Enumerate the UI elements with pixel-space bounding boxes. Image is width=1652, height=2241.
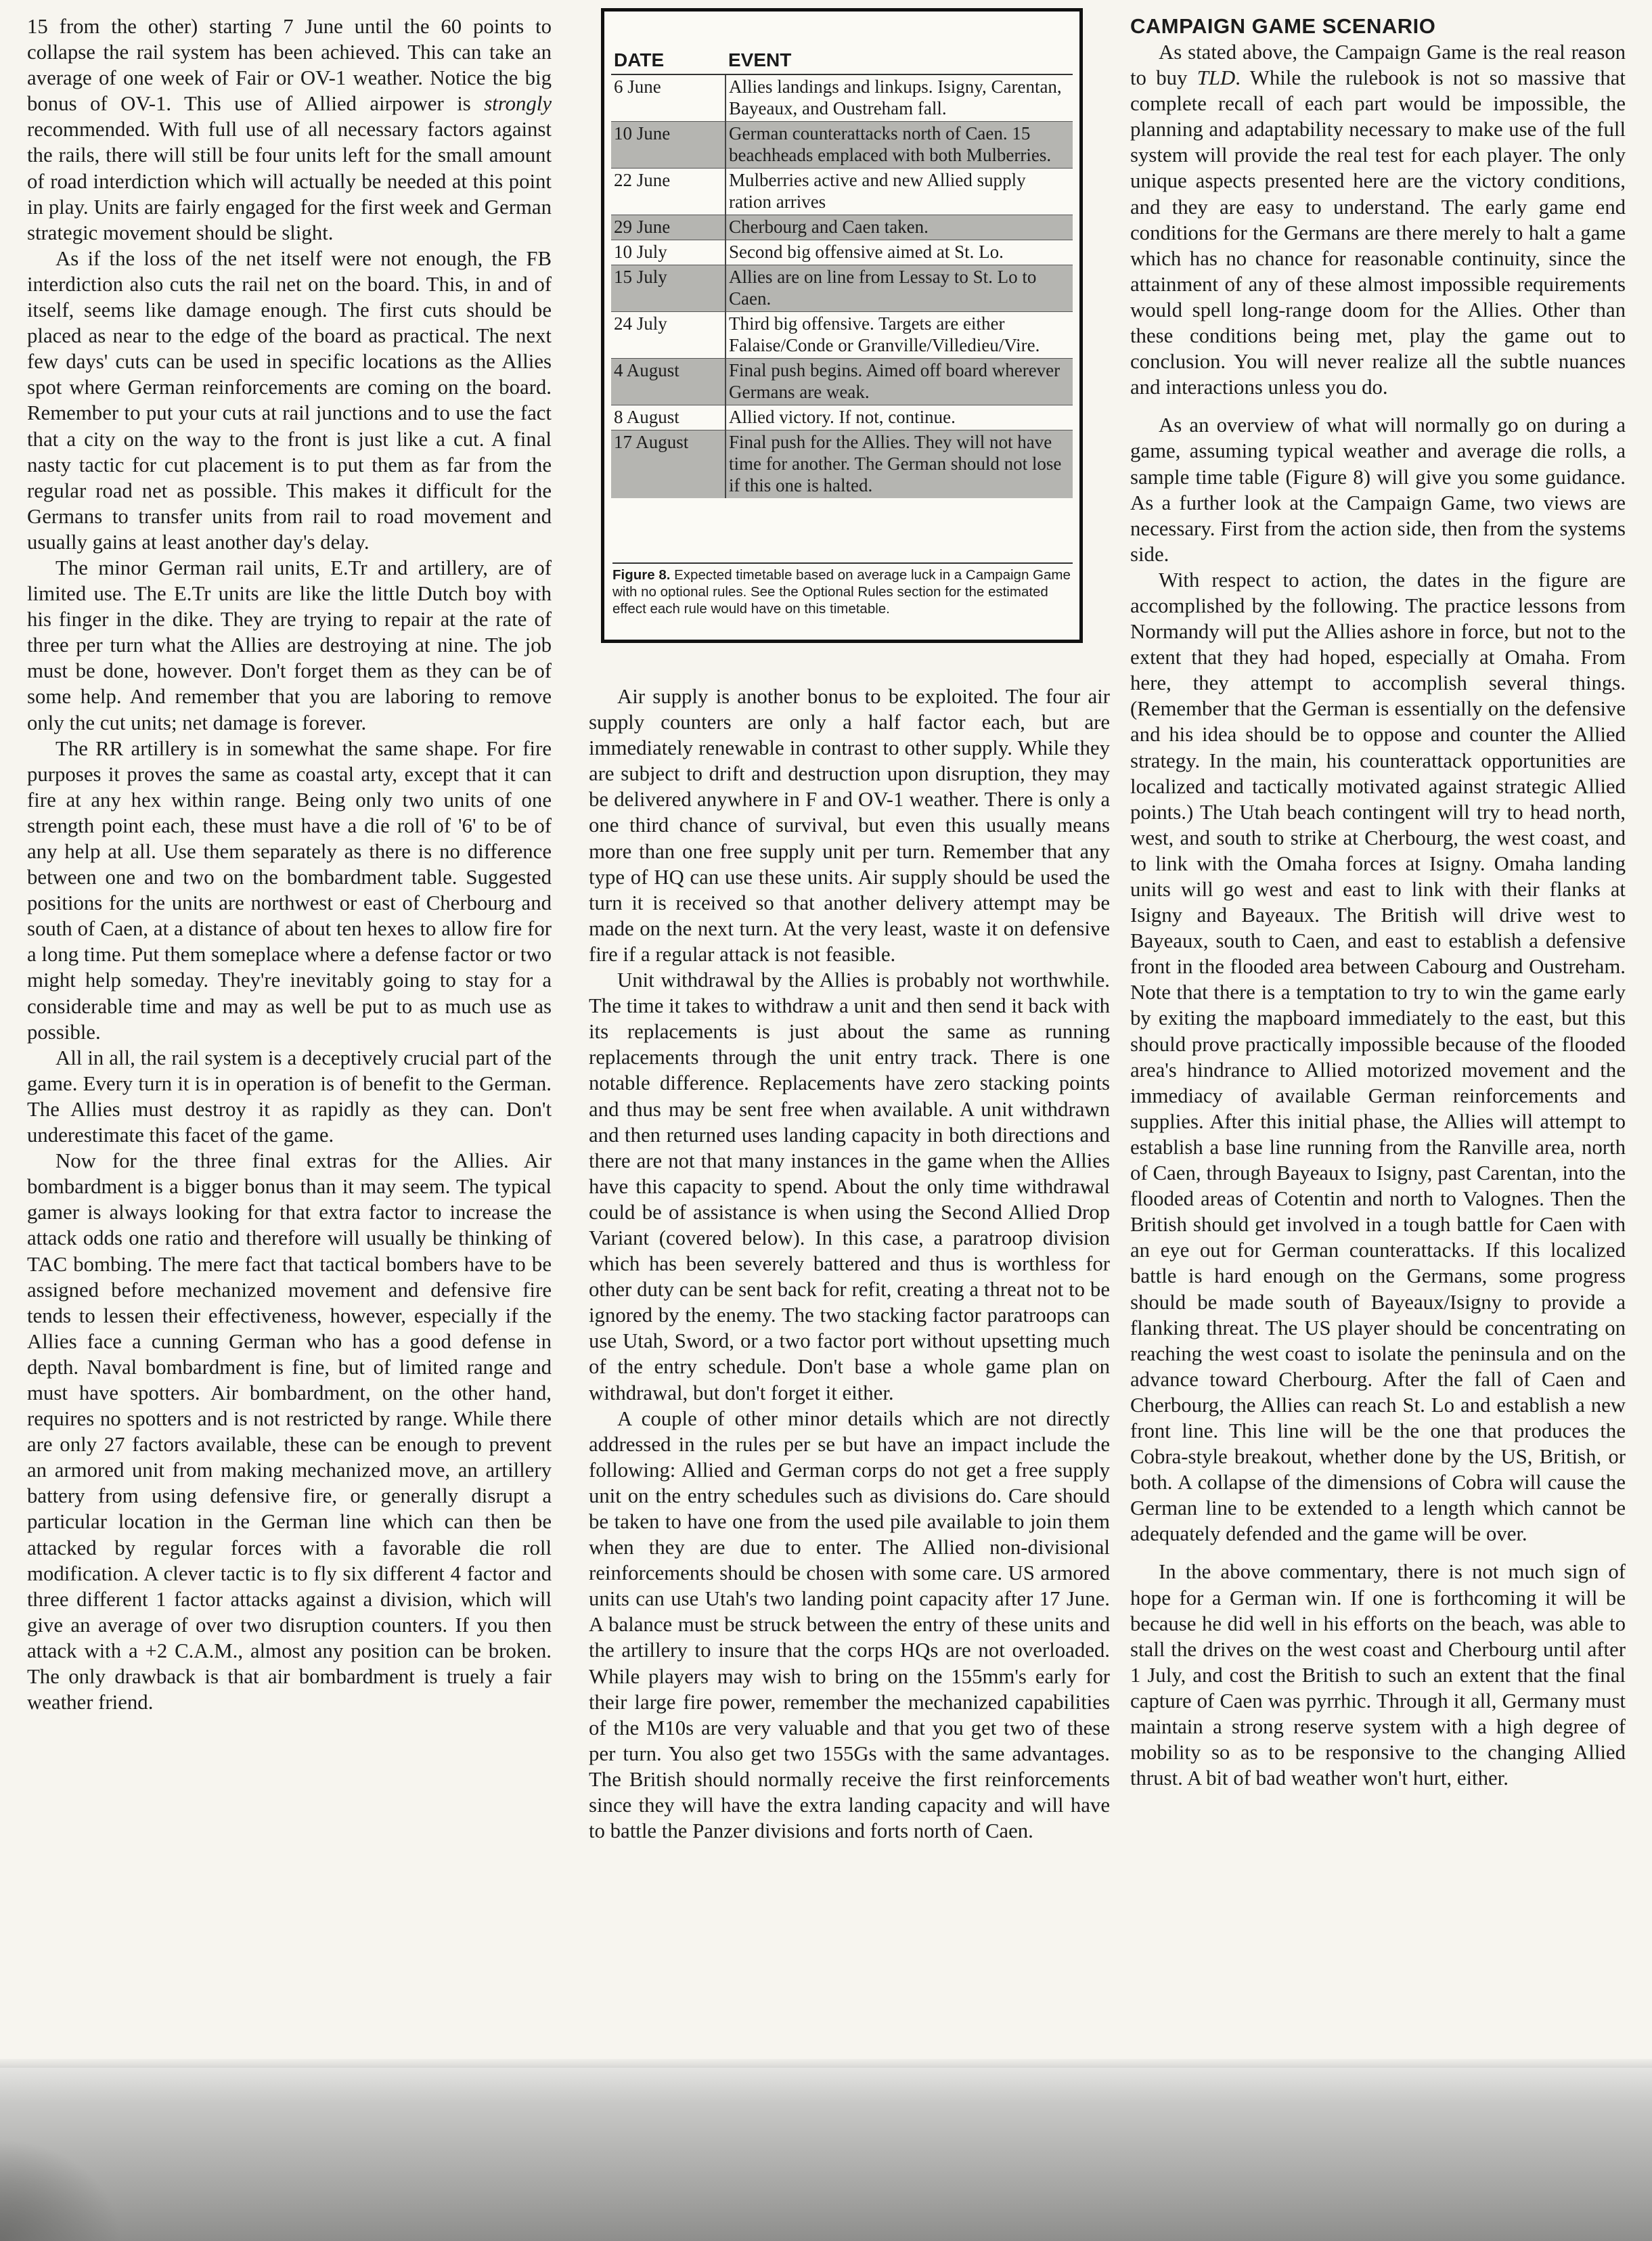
- paragraph: As an overview of what will normally go on during a game, assuming typical weather and average die rolls, a sample time table (Figure 8) will give you some guidance. As a further look at the Campaign Game, two views are necessary. First from the action side, then from the systems side.: [1130, 414, 1626, 566]
- paragraph: The minor German rail units, E.Tr and artillery, are of limited use. The E.Tr units are like the little Dutch boy with his finger in the dike. They are trying to repair at the rate of three per turn what the Allies are destroying at nine. The job must be done, however. Don't forget them as they can be of some help. And remember that you are laboring to remove only the cut units; net damage is forever.: [27, 556, 552, 734]
- emphasis: TLD: [1197, 66, 1236, 90]
- paragraph: In the above commentary, there is not much sign of hope for a German win. If one is forthcoming it will be because he did well in his efforts on the beach, was able to stall the drives on the west coast and Cherbourg until after 1 July, and cost the British to such an extent that the final capture of Caen was pyrrhic. Through it all, Germany must maintain a strong reserve system with a high degree of mobility so as to be responsive to the changing Allied thrust. A bit of bad weather won't hurt, either.: [1130, 1560, 1626, 1790]
- row-event: Final push begins. Aimed off board wherever Germans are weak.: [725, 359, 1073, 405]
- text-column-3: [1130, 14, 1626, 1791]
- timetable-table: [611, 45, 1073, 498]
- scanner-bed-shadow: [0, 2068, 1652, 2241]
- paragraph: Unit withdrawal by the Allies is probably not worthwhile. The time it takes to withdraw a unit and then send it back with its replacements is just about the same as running replacements through the unit entry track. There is one notable difference. Replacements have zero stacking points and thus may be sent free when available. A unit withdrawn and then returned uses landing capacity in both directions and there are not that many instances in the game when the Allies have this capacity to spend. About the only time withdrawal could be of assistance is when using the Second Allied Drop Variant (covered below). In this case, a paratroop division which has been severely battered and thus is worthless for other duty can be sent back for refit, creating a threat not to be ignored by the enemy. The two stacking factor paratroops can use Utah, Sword, or a two factor port without upsetting much of the entry schedule. Don't base a whole game plan on withdrawal, but don't forget it either.: [589, 969, 1110, 1404]
- row-date: 4 August: [611, 359, 725, 405]
- figure-caption: [612, 562, 1073, 617]
- table-row: [611, 312, 1073, 359]
- paragraph: The RR artillery is in somewhat the same shape. For fire purposes it proves the same as coastal arty, except that it can fire at any hex within range. Being only two units of one strength point each, these must have a die roll of '6' to be of any help at all. Use them separately as there is no difference between one and two on the bombardment table. Suggested positions for the units are northwest or east of Cherbourg and south of Caen, at a distance of about ten hexes to allow fire for a long time. Put them someplace where a defense factor or two might help someday. They're inevitably going to stay for a considerable time and may as well be put to as much use as possible.: [27, 736, 552, 1044]
- table-row: [611, 169, 1073, 215]
- text-column-2: [589, 684, 1110, 1844]
- text-column-1: [27, 14, 552, 1715]
- paragraph: All in all, the rail system is a deceptively crucial part of the game. Every turn it is in operation is of benefit to the German. The Allies must destroy it as rapidly as they can. Don't underestimate this facet of the game.: [27, 1046, 552, 1147]
- row-event: Cherbourg and Caen taken.: [725, 215, 1073, 240]
- row-date: 10 July: [611, 240, 725, 265]
- paragraph: Air supply is another bonus to be exploited. The four air supply counters are only a half factor each, but are immediately renewable in contrast to other supply. While they are subject to drift and destruction upon disruption, they may be delivered anywhere in F and OV-1 weather. There is only a one third chance of survival, but even this usually means more than one free supply unit per turn. Remember that any type of HQ can use these units. Air supply should be used the turn it is received so that another delivery attempt may be made on the next turn. At the very least, waste it on defensive fire if a regular attack is not feasible.: [589, 685, 1110, 966]
- row-event: Allied victory. If not, continue.: [725, 405, 1073, 430]
- scanner-corner-shadow: [0, 2139, 122, 2241]
- table-row: [611, 405, 1073, 430]
- row-date: 17 August: [611, 430, 725, 499]
- row-event: Mulberries active and new Allied supply ration arrives: [725, 169, 1073, 215]
- row-date: 29 June: [611, 215, 725, 240]
- row-event: Third big offensive. Targets are either Falaise/Conde or Granville/Villedieu/Vire.: [725, 312, 1073, 359]
- emphasis: strongly: [484, 92, 552, 116]
- paragraph: A couple of other minor details which are not directly addressed in the rules per se but have an impact include the following: Allied and German corps do not get a free supply unit on the entry schedules such as divisions do. Care should be taken to have one from the used pile available to join them when they are due to enter. The Allied non-divisional reinforcements should be chosen with some care. US armored units can use Utah's two landing point capacity after 17 June. A balance must be struck between the entry of these units and the artillery to insure that the corps HQs are not overloaded. While players may wish to bring on the 155mm's early for their large fire power, remember the mechanized capabilities of the M10s are very valuable and that you get two of these per turn. You also get two 155Gs with the same advantages. The British should normally receive the first reinforcements since they will have the extra landing capacity and will have to battle the Panzer divisions and forts north of Caen.: [589, 1406, 1110, 1843]
- table-header-row: [611, 45, 1073, 74]
- table-row: [611, 359, 1073, 405]
- row-date: 15 July: [611, 265, 725, 312]
- table-row: [611, 74, 1073, 122]
- row-date: 6 June: [611, 74, 725, 122]
- row-event: German counterattacks north of Caen. 15 beachheads emplaced with both Mulberries.: [725, 122, 1073, 169]
- date-header: DATE: [611, 45, 725, 74]
- section-heading: CAMPAIGN GAME SCENARIO: [1130, 14, 1436, 38]
- row-date: 8 August: [611, 405, 725, 430]
- paragraph: As stated above, the Campaign Game is the real reason to buy TLD. While the rulebook is not so massive that complete recall of each part would be impossible, the planning and adaptability necessary to make use of the full system will provide the real test for each player. The only unique aspects presented here are the victory conditions, and they are easy to understand. The early game end conditions for the Germans are there merely to halt a game which has no chance for reasonable continuity, since the attainment of any of these almost impossible requirements would spell long-range doom for the Allies. Other than these conditions being met, play the game out to conclusion. You will never realize all the subtle nuances and interactions unless you do.: [1130, 41, 1626, 399]
- paragraph: 15 from the other) starting 7 June until the 60 points to collapse the rail system has been achieved. This can take an average of one week of Fair or OV-1 weather. Notice the big bonus of OV-1. This use of Allied airpower is strongly recommended. With full use of all necessary factors against the rails, there will still be four units left for the small amount of road interdiction which will actually be needed at this point in play. Units are fairly engaged for the first week and German strategic movement should be slight.: [27, 15, 552, 244]
- paragraph: Now for the three final extras for the Allies. Air bombardment is a bigger bonus than it may seem. The typical gamer is always looking for that extra factor to increase the attack odds one ratio and therefore will usually be thinking of TAC bombing. The mere fact that tactical bombers have to be assigned before mechanized movement and defensive fire tends to lessen their effectiveness, however, especially if the Allies face a cunning German who has a good defense in depth. Naval bombardment is fine, but of limited range and must have spotters. Air bombardment, on the other hand, requires no spotters and is not restricted by range. While there are only 27 factors available, these can be enough to prevent an armored unit from making mechanized move, an artillery battery from using defensive fire, or generally disrupt a particular location in the German line which can then be attacked by regular forces with a favorable die roll modification. A clever tactic is to fly six different 4 factor and three different 1 factor attacks against a division, which will give an average of over two disruption counters. If you then attack with a +2 C.A.M., almost any position can be broken. The only drawback is that air bombardment is truely a fair weather friend.: [27, 1149, 552, 1714]
- scanner-edge-line: [0, 2059, 1652, 2068]
- row-event: Allies landings and linkups. Isigny, Carentan, Bayeaux, and Oustreham fall.: [725, 74, 1073, 122]
- table-row: [611, 215, 1073, 240]
- paragraph: As if the loss of the net itself were not enough, the FB interdiction also cuts the rail net on the board. This, in and of itself, seems like damage enough. The first cuts should be placed as near to the edge of the board as practical. The next few days' cuts can be used in specific locations as the Allies spot where German reinforcements are coming on the board. Remember to put your cuts at rail junctions and to use the fact that a city on the way to the front is just like a cut. A final nasty tactic for cut placement is to put them as far from the regular road net as possible. This makes it difficult for the Germans to transfer units from rail to road movement and usually gains at least another day's delay.: [27, 246, 552, 554]
- row-date: 10 June: [611, 122, 725, 169]
- row-event: Final push for the Allies. They will not have time for another. The German should not lose if this one is halted.: [725, 430, 1073, 499]
- row-event: Second big offensive aimed at St. Lo.: [725, 240, 1073, 265]
- paragraph: With respect to action, the dates in the figure are accomplished by the following. The practice lessons from Normandy will put the Allies ashore in force, but not to the extent that they had hoped, especially at Omaha. From here, they attempt to accomplish several things. (Remember that the German is essentially on the defensive and his idea should be to oppose and counter the Allied strategy. In the main, his counterattack opportunities are localized and tactically motivated against strategic Allied points.) The Utah beach contingent will try to head north, west, and south to strike at Cherbourg, the west coast, and to link with the Omaha forces at Isigny. Omaha landing units will go west and east to link with their flanks at Isigny and Bayeaux. The British will drive west to Bayeaux, south to Caen, and east to establish a defensive front in the flooded area between Cabourg and Oustreham. Note that there is a temptation to try to win the game early by exiting the mapboard immediately to the east, but this should prove practically impossible because of the flooded area's hindrance to Allied motorized movement and the immediacy of available German reinforcements and supplies. After this initial phase, the Allies will attempt to establish a base line running from the Ranville area, north of Caen, through Bayeaux to Isigny, past Carentan, into the flooded areas of Cotentin and north to Valognes. Then the British should get involved in a tough battle for Caen with an eye out for German counterattacks. If this localized battle is hard enough on the Germans, some progress should be made south of Bayeaux/Isigny to provide a flanking threat. The US player should be concentrating on reaching the west coast to isolate the peninsula and on the advance toward Cherbourg. After the fall of Caen and Cherbourg, the Allies can reach St. Lo and establish a new front line. This line will be the one that produces the Cobra-style breakout, whether done by the US, British, or both. A collapse of the dimensions of Cobra will cause the German line to be extended to a length which cannot be adequately defended and the game will be over.: [1130, 568, 1626, 1546]
- caption-label: Figure 8.: [612, 567, 671, 583]
- row-date: 24 July: [611, 312, 725, 359]
- table-row: [611, 122, 1073, 169]
- row-date: 22 June: [611, 169, 725, 215]
- caption-text: Expected timetable based on average luck in a Campaign Game with no optional rules. See the Optional Rules section for the estimated effect each rule would have on this timetable.: [612, 567, 1071, 617]
- event-header: EVENT: [725, 45, 1073, 74]
- table-row: [611, 240, 1073, 265]
- table-row: [611, 265, 1073, 312]
- row-event: Allies are on line from Lessay to St. Lo to Caen.: [725, 265, 1073, 312]
- table-row: [611, 430, 1073, 499]
- figure-8-timetable: [601, 8, 1083, 643]
